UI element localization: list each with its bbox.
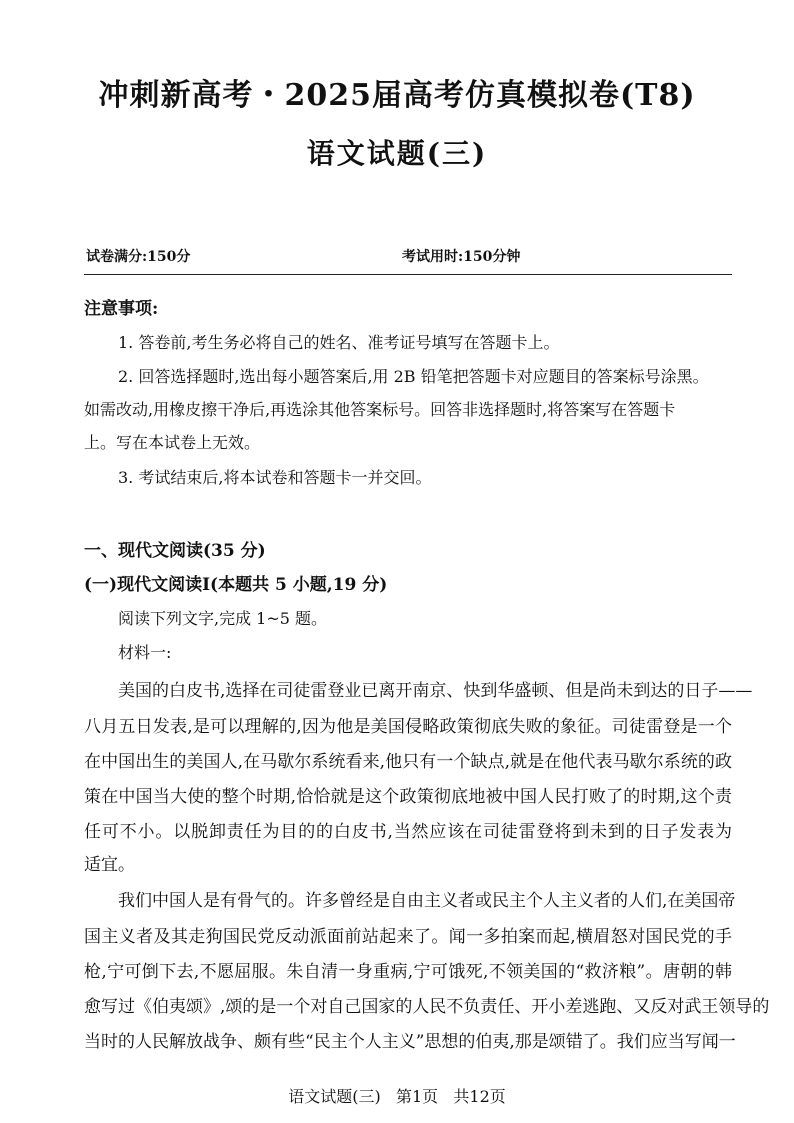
passage-line: 当时的人民解放战争、颇有些“民主个人主义”思想的伯夷,那是颂错了。我们应当写闻一 [84,1032,736,1052]
notice-heading: 注意事项: [84,299,159,319]
footer-page-total: 共12页 [453,1087,506,1106]
full-score: 试卷满分:150分 [86,249,191,265]
footer-course: 语文试题(三) [288,1087,381,1106]
passage-line: 枪,宁可倒下去,不愿屈服。朱自清一身重病,宁可饿死,不领美国的“救济粮”。唐朝的韩 [84,962,732,982]
notice-item-2-cont: 如需改动,用橡皮擦干净后,再选涂其他答案标号。回答非选择题时,将答案写在答题卡 [84,400,676,419]
section-instruction: 阅读下列文字,完成 1~5 题。 [118,609,328,628]
notice-item-2: 2. 回答选择题时,选出每小题答案后,用 2B 铅笔把答题卡对应题目的答案标号涂黑。 [118,367,709,386]
footer-page-number: 第1页 [395,1087,439,1106]
passage-line: 我们中国人是有骨气的。许多曾经是自由主义者或民主个人主义者的人们,在美国帝 [118,891,736,911]
exam-title: 冲刺新高考・2025届高考仿真模拟卷(T8) [98,78,696,113]
passage-line: 国主义者及其走狗国民党反动派面前站起来了。闻一多拍案而起,横眉怒对国民党的手 [84,927,732,947]
section-subtitle: (一)现代文阅读Ⅰ(本题共 5 小题,19 分) [84,575,388,595]
page-footer [0,1084,794,1107]
material-label: 材料一: [118,643,172,662]
passage-line: 适宜。 [84,855,135,875]
notice-item-3: 3. 考试结束后,将本试卷和答题卡一并交回。 [118,468,432,487]
notice-item-1: 1. 答卷前,考生务必将自己的姓名、准考证号填写在答题卡上。 [118,333,560,352]
section-title: 一、现代文阅读(35 分) [84,541,266,561]
notice-item-2-end: 上。写在本试卷上无效。 [84,433,261,452]
passage-line: 美国的白皮书,选择在司徒雷登业已离开南京、快到华盛顿、但是尚未到达的日子—— [118,681,753,701]
passage-line: 任可不小。以脱卸责任为目的的白皮书,当然应该在司徒雷登将到未到的日子发表为 [84,822,732,842]
exam-duration: 考试用时:150分钟 [402,249,521,265]
passage-line: 八月五日发表,是可以理解的,因为他是美国侵略政策彻底失败的象征。司徒雷登是一个 [84,717,732,737]
passage-line: 愈写过《伯夷颂》,颂的是一个对自己国家的人民不负责任、开小差逃跑、又反对武王领导的 [84,997,770,1017]
exam-subtitle: 语文试题(三) [306,137,488,170]
passage-line: 策在中国当大使的整个时期,恰恰就是这个政策彻底地被中国人民打败了的时期,这个责 [84,787,732,807]
header-divider [84,274,732,275]
passage-line: 在中国出生的美国人,在马歇尔系统看来,他只有一个缺点,就是在他代表马歇尔系统的政 [84,752,732,772]
